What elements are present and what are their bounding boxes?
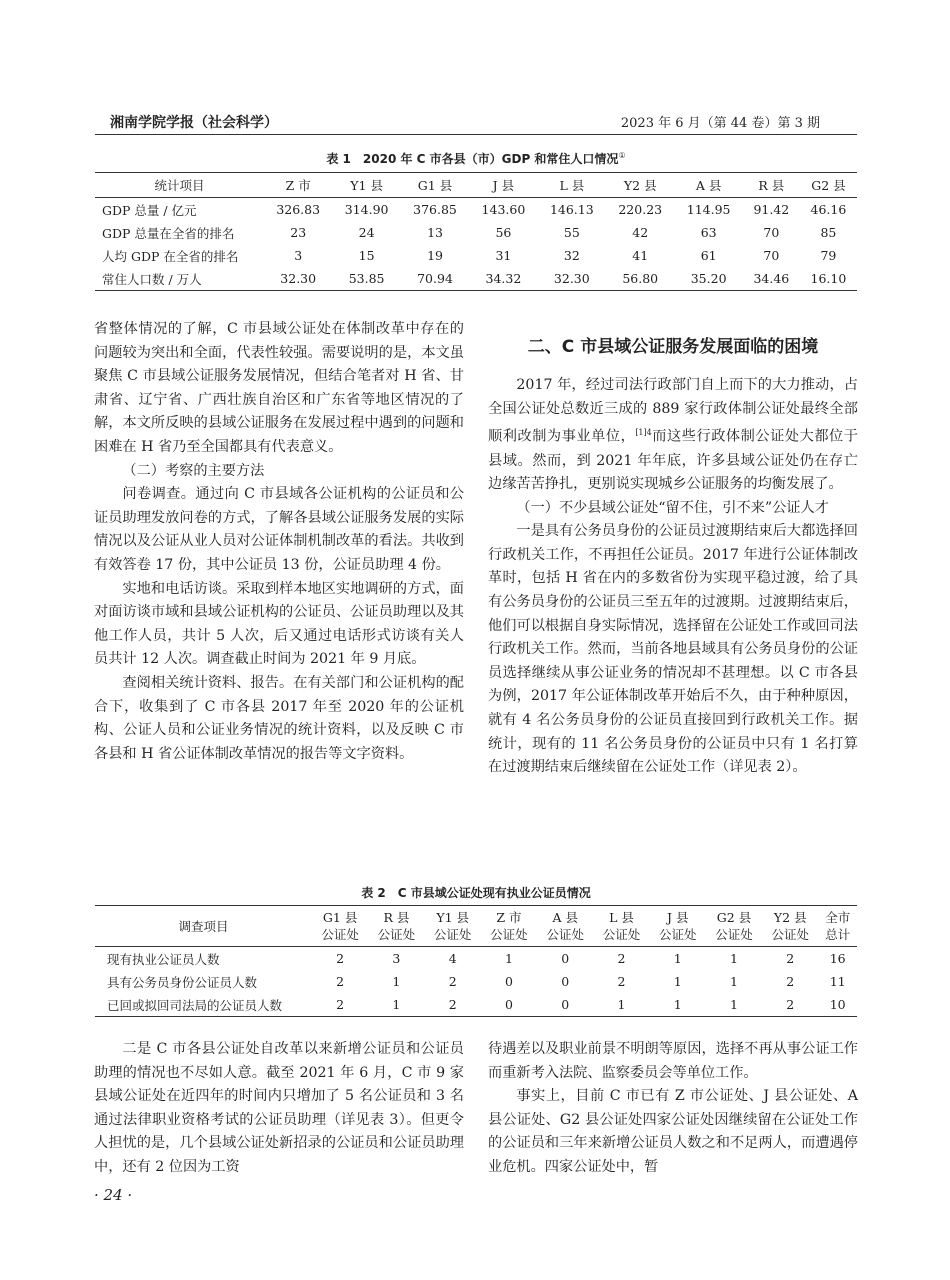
footnote-marker: ① [618,151,626,160]
table-cell: 55 [563,225,580,240]
table-cell: 10 [818,993,857,1017]
column-header: J 县 [469,173,537,198]
table-cell: 23 [290,225,307,240]
column-header: Z 市 [264,173,332,198]
notary-staff-table [95,905,857,1017]
table-cell: 46.16 [810,202,847,217]
table-cell: 314.90 [344,202,389,217]
citation: [1]4 [635,428,652,438]
table-cell: 3 [294,248,303,263]
table-cell: 56.80 [606,267,674,291]
left-column-top [94,318,464,766]
table-cell: 19 [427,248,443,263]
right-column-bottom [488,1038,858,1180]
section-heading: 二、C 市县域公证服务发展面临的困境 [527,337,819,357]
table-header-row [95,906,857,947]
table-cell: 34.46 [743,267,800,291]
page-number: · 24 · [94,1186,133,1204]
table-cell: 1 [673,951,682,966]
table-cell: 220.23 [618,202,663,217]
table-cell: 146.13 [549,202,594,217]
header-rule [95,134,857,135]
table-cell: 42 [632,225,649,240]
column-header: Y2 县 [606,173,674,198]
running-head [110,112,820,132]
table-cell: 32.30 [538,267,606,291]
table-cell: 2 [312,993,368,1017]
row-label: 具有公务员身份公证员人数 [107,974,258,990]
table-cell: 326.83 [276,202,321,217]
column-header: G1 县 [401,173,469,198]
table-cell: 1 [593,993,649,1017]
table-cell: 11 [829,974,846,989]
table-cell: 53.85 [332,267,400,291]
table-cell: 1 [730,951,738,966]
paragraph: 实地和电话访谈。采取到样本地区实地调研的方式，面对面访谈市域和县域公证机构的公证员、公证员助理以及其他工作人员，共计 5 人次，后又通过电话形式访谈有关人员共计 12 人次。调查截止时间为 2021 年 9 月底。 [94,580,464,668]
table-cell: 2 [762,993,818,1017]
table2-caption: 表 2 C 市县域公证处现有执业公证员情况 [361,886,591,900]
column-header: 统计项目 [95,173,264,198]
left-column-bottom [94,1038,464,1180]
column-header: A 县 公证处 [537,906,593,947]
table-cell: 70 [763,225,780,240]
column-header: Y1 县 公证处 [425,906,481,947]
table-cell: 1 [504,951,513,966]
issue-info: 2023 年 6 月（第 44 卷）第 3 期 [620,116,820,131]
table-cell: 1 [392,974,401,989]
column-header: A 县 [674,173,742,198]
table-cell: 0 [561,974,570,989]
row-label: 常住人口数 / 万人 [95,267,264,291]
table-row [95,947,857,971]
table-cell: 63 [700,225,717,240]
table-cell: 70.94 [401,267,469,291]
table-cell: 0 [481,993,537,1017]
column-header: 全市 总计 [818,906,857,947]
table-cell: 34.32 [469,267,537,291]
table-cell: 114.95 [686,202,731,217]
table-cell: 91.42 [753,202,790,217]
table-cell: 2 [336,974,345,989]
table-cell: 41 [632,248,649,263]
table-cell: 31 [495,248,512,263]
column-header: G1 县 公证处 [312,906,368,947]
table-row [95,993,857,1017]
table-cell: 79 [820,248,837,263]
paragraph: 待遇差以及职业前景不明朗等原因，选择不再从事公证工作而重新考入法院、监察委员会等单位工作。 [488,1041,858,1081]
table-cell: 0 [561,951,570,966]
row-label: GDP 总量在全省的排名 [102,225,235,241]
table-row [95,244,857,267]
table-cell: 1 [650,993,706,1017]
column-header: L 县 [538,173,606,198]
paragraph: 一是具有公务员身份的公证员过渡期结束后大都选择回行政机关工作，不再担任公证员。2017 年进行公证体制改革时，包括 H 省在内的多数省份为实现平稳过渡，给了具有公务员身份的公证员三至五年的过渡期。过渡期结束后，他们可以根据自身实际情况，选择留在公证处工作或回司法行政机关工作。然而，当前各地县域具有公务员身份的公证员选择继续从事公证业务的情况却不甚理想。以 C 市各县为例，2017 年公证体制改革开始后不久，由于种种原因，就有 4 名公务员身份的公证员直接回到行政机关工作。据统计，现有的 11 名公务员身份的公证员中只有 1 名打算在过渡期结束后继续留在公证处工作（详见表 2）。 [488,523,858,776]
journal-title: 湘南学院学报（社会科学） [110,115,278,131]
table-cell: 32.30 [264,267,332,291]
table-cell: 376.85 [413,202,457,217]
column-header: L 县 公证处 [593,906,649,947]
paragraph: 查阅相关统计资料、报告。在有关部门和公证机构的配合下，收集到了 C 市各县 2017 年至 2020 年的公证机构、公证人员和公证业务情况的统计资料，以及反映 C 市各县和 H 省公证体制改革情况的报告等文字资料。 [94,674,464,762]
subsection-heading: （二）考察的主要方法 [122,462,265,479]
table-row [95,221,857,244]
table-cell: 2 [786,974,795,989]
table-cell: 1 [368,993,424,1017]
paragraph: 省整体情况的了解，C 市县域公证处在体制改革中存在的问题较为突出和全面，代表性较强。需要说明的是，本文虽聚焦 C 市县域公证服务发展情况，但结合笔者对 H 省、甘肃省、辽宁省、广西壮族自治区和广东省等地区情况的了解，本文所反映的县域公证服务在发展过程中遇到的问题和困难在 H 省乃至全国都具有代表意义。 [94,321,464,455]
right-column-top [488,330,858,780]
table-cell: 2 [425,993,481,1017]
table-cell: 1 [673,974,682,989]
table-cell: 143.60 [481,202,526,217]
table-cell: 2 [336,951,345,966]
table-row [95,198,857,222]
table-cell: 2 [617,974,626,989]
paragraph: 二是 C 市各县公证处自改革以来新增公证员和公证员助理的情况也不尽如人意。截至 2021 年 6 月，C 市 9 家县域公证处在近四年的时间内只增加了 5 名公证员和 3 名通过法律职业资格考试的公证员助理（详见表 3）。但更令人担忧的是，几个县域公证处新招录的公证员和公证员助理中，还有 2 位因为工资 [94,1041,464,1175]
column-header: Y1 县 [332,173,400,198]
subsection-heading: （一）不少县域公证处“留不住，引不来”公证人才 [516,499,829,516]
column-header: G2 县 [800,173,857,198]
table-cell: 15 [358,248,375,263]
row-label: 已回或拟回司法局的公证员人数 [95,993,312,1017]
table-cell: 32 [563,248,580,263]
table-header-row [95,173,857,198]
table-cell: 35.20 [674,267,742,291]
column-header: R 县 公证处 [368,906,424,947]
table-cell: 56 [495,225,512,240]
table-row [95,267,857,291]
column-header: R 县 [743,173,800,198]
table-cell: 61 [700,248,717,263]
column-header: G2 县 公证处 [706,906,762,947]
gdp-population-table [95,172,857,291]
table-cell: 0 [537,993,593,1017]
table-cell: 4 [448,951,457,966]
table-cell: 3 [392,951,401,966]
paragraph: 问卷调查。通过向 C 市县域各公证机构的公证员和公证员助理发放问卷的方式，了解各县域公证服务发展的实际情况以及公证从业人员对公证体制机制改革的看法。共收到有效答卷 17 份，其中公证员 13 份，公证员助理 4 份。 [94,486,464,573]
table1-caption: 表 1 2020 年 C 市各县（市）GDP 和常住人口情况① [326,151,626,166]
column-header: 调查项目 [95,906,312,947]
row-label: 现有执业公证员人数 [107,951,220,967]
table-cell: 2 [786,951,795,966]
table-cell: 1 [730,974,738,989]
table-cell: 1 [706,993,762,1017]
table-cell: 13 [427,225,443,240]
table-cell: 16.10 [800,267,857,291]
table-cell: 0 [504,974,513,989]
column-header: J 县 公证处 [650,906,706,947]
column-header: Y2 县 公证处 [762,906,818,947]
column-header: Z 市 公证处 [481,906,537,947]
table-cell: 85 [820,225,837,240]
paragraph: 2017 年，经过司法行政部门自上而下的大力推动，占全国公证处总数近三成的 889 家行政体制公证处最终全部顺利改制为事业单位，$^{[1]4}$而这些行政体制公证处大都位于县域。然而，到 2021 年年底，许多县域公证处仍在存亡边缘苦苦挣扎，更别说实现城乡公证服务的均衡发展了。 [488,377,858,493]
row-label: GDP 总量 / 亿元 [102,202,197,218]
table-cell: 70 [763,248,780,263]
paragraph: 事实上，目前 C 市已有 Z 市公证处、J 县公证处、A 县公证处、G2 县公证处四家公证处因继续留在公证处工作的公证员和三年来新增公证员人数之和不足两人，而遭遇停业危机。四家公证处中，暂 [488,1088,858,1175]
table-cell: 24 [358,225,375,240]
table-cell: 16 [829,951,846,966]
table-cell: 2 [617,951,626,966]
table-row [95,970,857,993]
table-cell: 2 [448,974,457,989]
row-label: 人均 GDP 在全省的排名 [102,248,239,264]
